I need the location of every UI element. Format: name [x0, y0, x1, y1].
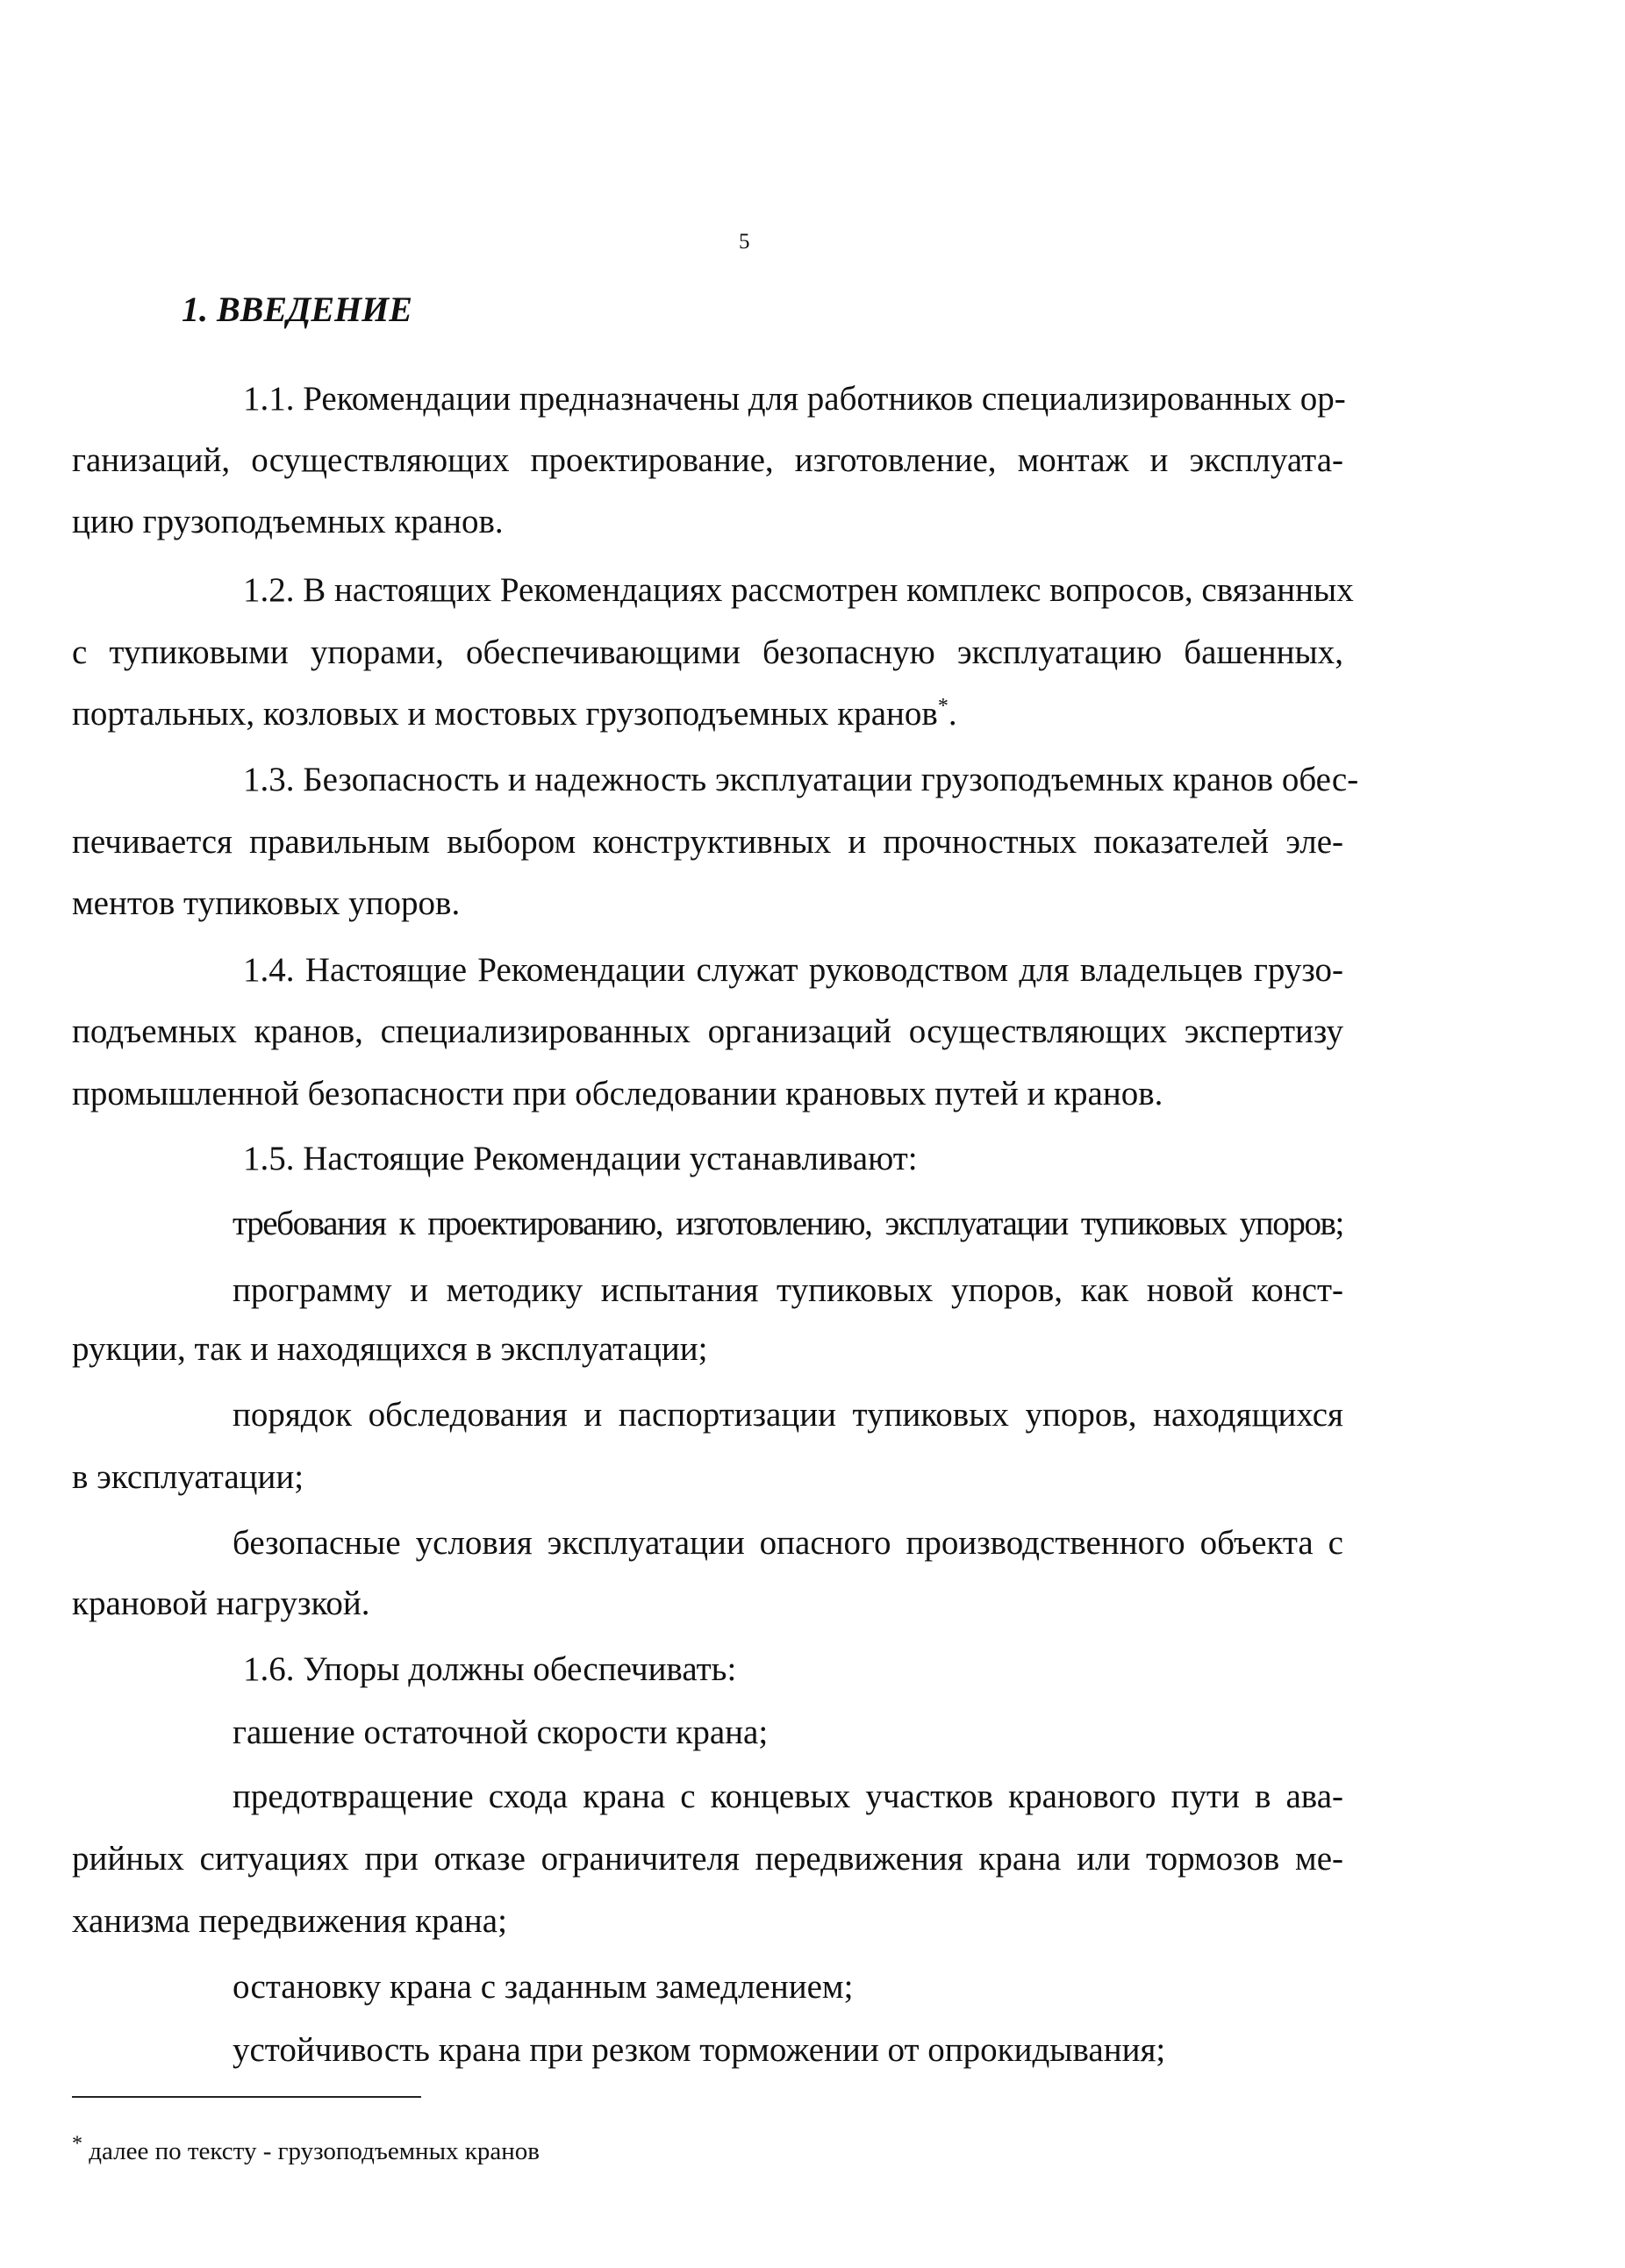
- paragraph-line: ментов тупиковых упоров.: [72, 884, 461, 922]
- list-item: предотвращение схода крана с концевых участков кранового пути в ава-: [233, 1778, 1343, 1815]
- paragraph-line: цию грузоподъемных кранов.: [72, 503, 504, 540]
- list-item: остановку крана с заданным замедлением;: [233, 1968, 854, 2006]
- paragraph-line: промышленной безопасности при обследовании крановых путей и кранов.: [72, 1075, 1163, 1113]
- paragraph-line: 1.1. Рекомендации предназначены для работников специализированных ор-: [243, 380, 1346, 418]
- paragraph-line: 1.2. В настоящих Рекомендациях рассмотрен комплекс вопросов, связанных: [243, 571, 1354, 609]
- paragraph-line: [72, 697, 957, 731]
- footnote-mark: *: [72, 2132, 82, 2156]
- list-item-continuation: крановой нагрузкой.: [72, 1585, 370, 1622]
- paragraph-line: 1.5. Настоящие Рекомендации устанавливают:: [243, 1140, 918, 1177]
- list-item-continuation: рийных ситуациях при отказе ограничителя передвижения крана или тормозов ме-: [72, 1840, 1343, 1878]
- paragraph-line: подъемных кранов, специализированных организаций осуществляющих экспертизу: [72, 1012, 1343, 1050]
- sentence-end: .: [948, 695, 957, 733]
- paragraph-text: портальных, козловых и мостовых грузоподъемных кранов: [72, 695, 938, 733]
- list-item: безопасные условия эксплуатации опасного производственного объекта с: [233, 1524, 1343, 1562]
- list-item-continuation: рукции, так и находящихся в эксплуатации;: [72, 1330, 708, 1368]
- list-item: программу и методику испытания тупиковых упоров, как новой конст-: [233, 1271, 1343, 1309]
- paragraph-line: 1.4. Настоящие Рекомендации служат руководством для владельцев грузо-: [243, 951, 1343, 989]
- list-item: гашение остаточной скорости крана;: [233, 1714, 769, 1751]
- paragraph-line: с тупиковыми упорами, обеспечивающими безопасную эксплуатацию башенных,: [72, 633, 1343, 671]
- list-item: требования к проектированию, изготовлению, эксплуатации тупиковых упоров;: [233, 1205, 1343, 1242]
- footnote-divider: [72, 2096, 421, 2098]
- paragraph-line: 1.3. Безопасность и надежность эксплуатации грузоподъемных кранов обес-: [243, 761, 1359, 798]
- paragraph-line: печивается правильным выбором конструктивных и прочностных показателей эле-: [72, 823, 1343, 861]
- footnote-reference: *: [937, 695, 949, 718]
- list-item: порядок обследования и паспортизации тупиковых упоров, находящихся: [233, 1396, 1343, 1434]
- footnote-text: далее по тексту - грузоподъемных кранов: [82, 2137, 540, 2165]
- footnote: [72, 2132, 540, 2166]
- section-heading: 1. ВВЕДЕНИЕ: [182, 290, 412, 329]
- page-number: 5: [739, 230, 750, 254]
- list-item-continuation: в эксплуатации;: [72, 1458, 304, 1496]
- list-item-continuation: ханизма передвижения крана;: [72, 1902, 507, 1940]
- list-item: устойчивость крана при резком торможении от опрокидывания;: [233, 2031, 1166, 2069]
- paragraph-line: 1.6. Упоры должны обеспечивать:: [243, 1650, 737, 1688]
- paragraph-line: ганизаций, осуществляющих проектирование, изготовление, монтаж и эксплуата-: [72, 441, 1343, 479]
